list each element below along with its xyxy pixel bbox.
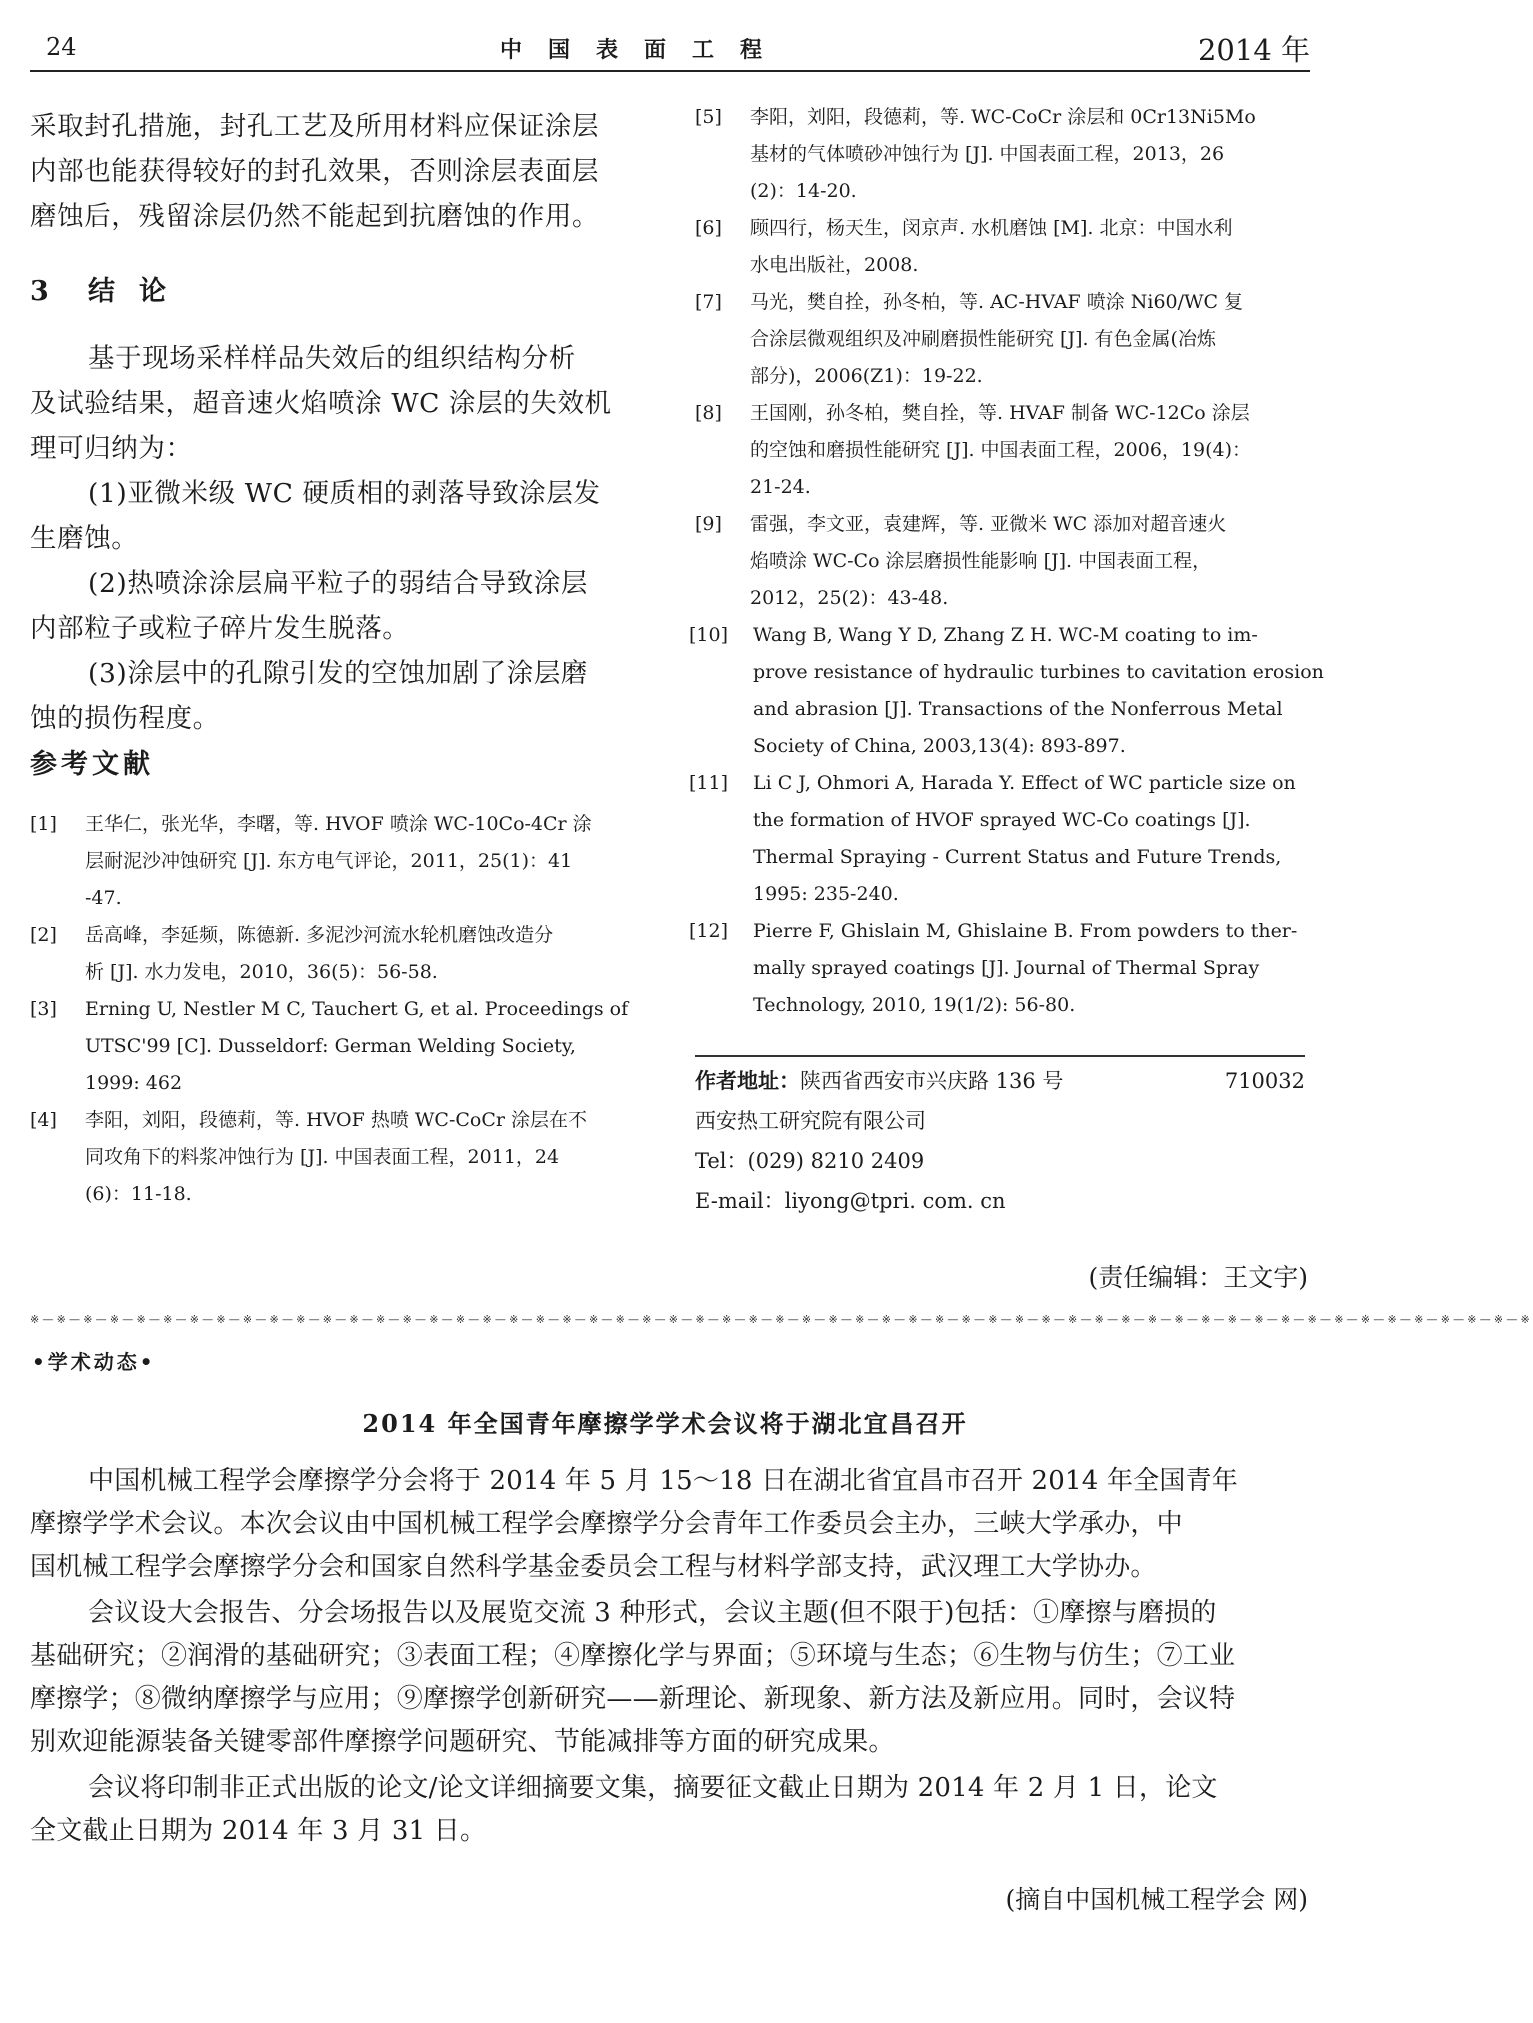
reference-tag: [7] (695, 291, 722, 313)
header-rule (30, 70, 1310, 72)
reference-line: 1995: 235-240. (753, 883, 899, 905)
body-line: 内部也能获得较好的封孔效果，否则涂层表面层 (30, 156, 600, 187)
address-label: 作者地址： (695, 1068, 800, 1093)
references-heading: 参考文献 (30, 749, 154, 780)
reference-line: Technology, 2010, 19(1/2): 56-80. (753, 994, 1076, 1016)
news-line: 基础研究；②润滑的基础研究；③表面工程；④摩擦化学与界面；⑤环境与生态；⑥生物与仿生；⑦工业 (30, 1641, 1236, 1671)
reference-line: 马光，樊自拴，孙冬柏，等. AC-HVAF 喷涂 Ni60/WC 复 (750, 291, 1244, 313)
reference-line: the formation of HVOF sprayed WC-Co coatings [J]. (753, 809, 1251, 831)
reference-entry (695, 506, 1305, 617)
organization: 西安热工研究院有限公司 (695, 1109, 926, 1133)
reference-line: and abrasion [J]. Transactions of the Nonferrous Metal (753, 698, 1283, 720)
reference-tag: [9] (695, 513, 722, 535)
reference-line: prove resistance of hydraulic turbines to cavitation erosion (753, 661, 1324, 683)
reference-tag: [1] (30, 813, 57, 835)
reference-entry (30, 1102, 640, 1213)
reference-entry (689, 765, 1305, 913)
reference-line: mally sprayed coatings [J]. Journal of Thermal Spray (753, 957, 1260, 979)
news-source: (摘自中国机械工程学会 网) (1005, 1885, 1308, 1914)
reference-tag: [5] (695, 106, 722, 128)
body-line: 采取封孔措施，封孔工艺及所用材料应保证涂层 (30, 111, 600, 142)
reference-line: Li C J, Ohmori A, Harada Y. Effect of WC particle size on (753, 772, 1296, 794)
news-line: 中国机械工程学会摩擦学分会将于 2014 年 5 月 15～18 日在湖北省宜昌市召开 2014 年全国青年 (88, 1466, 1238, 1496)
reference-line: 焰喷涂 WC-Co 涂层磨损性能影响 [J]. 中国表面工程， (750, 550, 1212, 572)
reference-tag: [3] (30, 998, 57, 1020)
section-title: 结论 (88, 276, 190, 307)
conclusion-point: 蚀的损伤程度。 (30, 703, 220, 734)
conclusion-point: (3)涂层中的孔隙引发的空蚀加剧了涂层磨 (88, 658, 589, 689)
reference-line: 21-24. (750, 476, 811, 498)
reference-line: 岳高峰，李延频，陈德新. 多泥沙河流水轮机磨蚀改造分 (85, 924, 554, 946)
reference-entry (30, 991, 640, 1102)
news-line: 别欢迎能源装备关键零部件摩擦学问题研究、节能减排等方面的研究成果。 (30, 1727, 895, 1757)
left-column (30, 104, 640, 741)
reference-line: 水电出版社，2008. (750, 254, 919, 276)
reference-line: Wang B, Wang Y D, Zhang Z H. WC-M coating to im- (753, 624, 1258, 646)
reference-line: 王华仁，张光华，李曙，等. HVOF 喷涂 WC-10Co-4Cr 涂 (85, 813, 592, 835)
page-number: 24 (46, 33, 77, 61)
reference-line: 部分)，2006(Z1)：19-22. (750, 365, 983, 387)
journal-title: 中国表面工程 (500, 37, 789, 63)
reference-line: 的空蚀和磨损性能研究 [J]. 中国表面工程，2006，19(4)： (750, 439, 1252, 461)
reference-entry (695, 210, 1305, 284)
news-line: 摩擦学；⑧微纳摩擦学与应用；⑨摩擦学创新研究——新理论、新现象、新方法及新应用。同时，会议特 (30, 1684, 1236, 1714)
reference-line: Erning U, Nestler M C, Tauchert G, et al. Proceedings of (85, 998, 629, 1020)
reference-line: 王国刚，孙冬柏，樊自拴，等. HVAF 制备 WC-12Co 涂层 (750, 402, 1250, 424)
section-heading (30, 269, 640, 314)
telephone: Tel：(029) 8210 2409 (695, 1149, 925, 1173)
reference-list-right (689, 99, 1324, 1024)
reference-line: 李阳，刘阳，段德莉，等. HVOF 热喷 WC-CoCr 涂层在不 (85, 1109, 587, 1131)
reference-entry (689, 617, 1324, 765)
ornamental-divider: ※—※—※—※—※—※—※—※—※—※—※—※—※—※—※—※—※—※—※—※—※—※—※—※—※—※—※—※—※—※—※—※—※—※—※—※—※—※—※—※—※—※—※—※—※—※—※—※—※—※—※—※—※—※—※—※—※ (30, 1313, 1533, 1326)
news-line: 摩擦学学术会议。本次会议由中国机械工程学会摩擦学分会青年工作委员会主办，三峡大学承办，中 (30, 1509, 1183, 1539)
reference-line: 合涂层微观组织及冲刷磨损性能研究 [J]. 有色金属(冶炼 (750, 328, 1216, 350)
news-title: 2014 年全国青年摩擦学学术会议将于湖北宜昌召开 (362, 1409, 968, 1438)
reference-line: 析 [J]. 水力发电，2010，36(5)：56-58. (85, 961, 438, 983)
news-body (30, 1460, 1310, 1853)
reference-line: (6)：11-18. (85, 1183, 192, 1205)
reference-line: (2)：14-20. (750, 180, 857, 202)
reference-line: 层耐泥沙冲蚀研究 [J]. 东方电气评论，2011，25(1)：41 (85, 850, 573, 872)
author-address-block (695, 1055, 1305, 1221)
conclusion-point: 生磨蚀。 (30, 523, 139, 554)
email[interactable]: E-mail：liyong@tpri. com. cn (695, 1189, 1006, 1213)
reference-line: Thermal Spraying - Current Status and Future Trends, (753, 846, 1282, 868)
body-line: 磨蚀后，残留涂层仍然不能起到抗磨蚀的作用。 (30, 201, 600, 232)
news-line: 国机械工程学会摩擦学分会和国家自然科学基金委员会工程与材料学部支持，武汉理工大学协办。 (30, 1552, 1157, 1582)
reference-line: Society of China, 2003,13(4): 893-897. (753, 735, 1126, 757)
reference-line: 2012，25(2)：43-48. (750, 587, 949, 609)
zip-code: 710032 (1224, 1069, 1305, 1093)
reference-tag: [10] (689, 624, 729, 646)
body-line: 理可归纳为： (30, 433, 193, 464)
reference-line: 基材的气体喷砂冲蚀行为 [J]. 中国表面工程，2013，26 (750, 143, 1225, 165)
reference-line: Pierre F, Ghislain M, Ghislaine B. From powders to ther- (753, 920, 1298, 942)
conclusion-point: (1)亚微米级 WC 硬质相的剥落导致涂层发 (88, 478, 601, 509)
conclusion-point: 内部粒子或粒子碎片发生脱落。 (30, 613, 410, 644)
reference-tag: [8] (695, 402, 722, 424)
news-line: 会议设大会报告、分会场报告以及展览交流 3 种形式，会议主题(但不限于)包括：①摩擦与磨损的 (88, 1598, 1217, 1628)
news-column-tag: •学术动态• (32, 1350, 156, 1374)
reference-line: UTSC'99 [C]. Dusseldorf: German Welding Society, (85, 1035, 576, 1057)
responsible-editor: (责任编辑：王文宇) (1088, 1263, 1308, 1292)
news-line: 全文截止日期为 2014 年 3 月 31 日。 (30, 1816, 487, 1846)
reference-entry (30, 917, 640, 991)
reference-tag: [12] (689, 920, 729, 942)
reference-entry (695, 99, 1305, 210)
reference-tag: [6] (695, 217, 722, 239)
reference-tag: [4] (30, 1109, 57, 1131)
reference-entry (695, 284, 1305, 395)
reference-tag: [2] (30, 924, 57, 946)
conclusion-point: (2)热喷涂涂层扁平粒子的弱结合导致涂层 (88, 568, 589, 599)
reference-list-left (30, 806, 640, 1213)
reference-line: 顾四行，杨天生，闵京声. 水机磨蚀 [M]. 北京：中国水利 (750, 217, 1233, 239)
reference-entry (30, 806, 640, 917)
reference-tag: [11] (689, 772, 729, 794)
section-number: 3 (30, 276, 50, 307)
issue-year: 2014 年 (1197, 33, 1310, 67)
reference-entry (689, 913, 1305, 1024)
reference-line: -47. (85, 887, 122, 909)
reference-line: 李阳，刘阳，段德莉，等. WC-CoCr 涂层和 0Cr13Ni5Mo (750, 106, 1256, 128)
address-line (695, 1061, 1305, 1101)
body-line: 及试验结果，超音速火焰喷涂 WC 涂层的失效机 (30, 388, 612, 419)
reference-entry (695, 395, 1305, 506)
body-line: 基于现场采样样品失效后的组织结构分析 (88, 343, 576, 374)
news-line: 会议将印制非正式出版的论文/论文详细摘要文集，摘要征文截止日期为 2014 年 2 月 1 日，论文 (88, 1773, 1218, 1803)
reference-line: 雷强，李文亚，袁建辉，等. 亚微米 WC 添加对超音速火 (750, 513, 1227, 535)
reference-line: 1999: 462 (85, 1072, 183, 1094)
address-text: 陕西省西安市兴庆路 136 号 (800, 1069, 1064, 1093)
reference-line: 同攻角下的料浆冲蚀行为 [J]. 中国表面工程，2011，24 (85, 1146, 560, 1168)
